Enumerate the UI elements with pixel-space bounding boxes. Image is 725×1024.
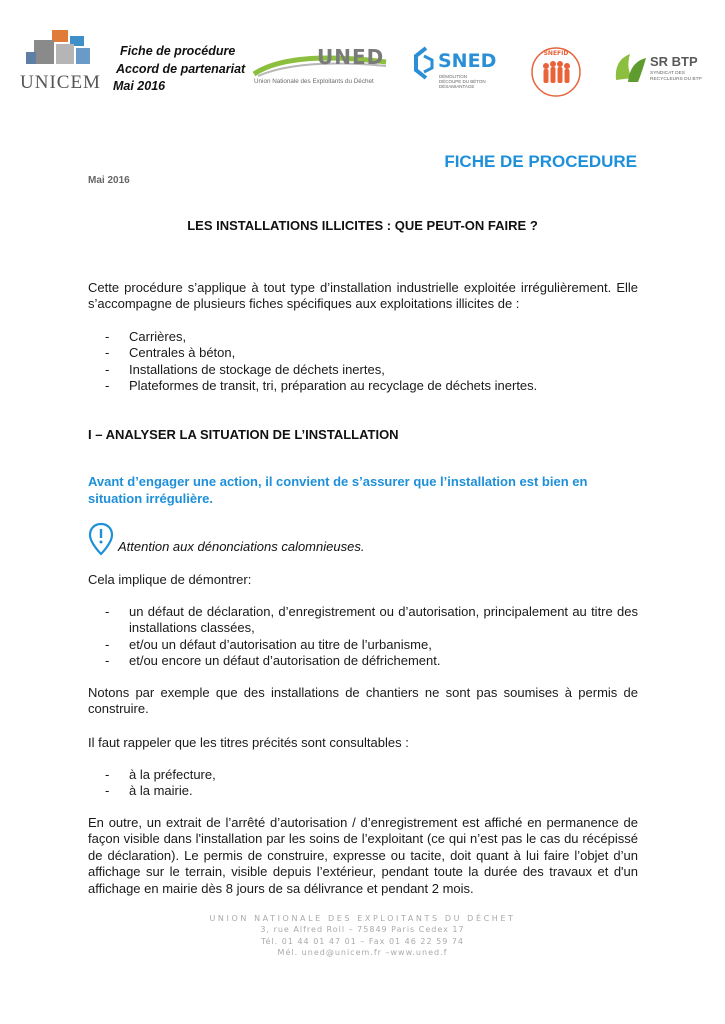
attention-note	[88, 522, 588, 556]
list-item: - Plateformes de transit, tri, préparation au recyclage de déchets inertes.	[105, 378, 538, 394]
list-item-text: à la préfecture,	[129, 767, 216, 782]
list-item: - et/ou encore un défaut d’autorisation de défrichement.	[105, 653, 441, 669]
location-pin-icon	[88, 522, 114, 556]
list-item-text: et/ou encore un défaut d’autorisation de défrichement.	[129, 653, 441, 669]
list-item: - et/ou un défaut d’autorisation au titre de l’urbanisme,	[105, 636, 432, 652]
list-item: - à la préfecture,	[105, 767, 216, 782]
section-heading: I – ANALYSER LA SITUATION DE L’INSTALLATION	[88, 427, 399, 442]
main-heading: LES INSTALLATIONS ILLICITES : QUE PEUT-ON FAIRE ?	[187, 218, 538, 233]
list-item-text: à la mairie.	[129, 783, 193, 799]
header-note-line: Fiche de procédure	[120, 44, 236, 58]
uned-logo-subtitle: Union Nationale des Exploitants du Déchet	[254, 78, 374, 85]
srbtp-logo	[612, 50, 722, 90]
srbtp-sub-line: SYNDICAT DES	[650, 71, 686, 76]
srbtp-logo-subtitle	[650, 71, 702, 82]
footer-address: 3, rue Alfred Roll – 75849 Paris Cedex 17	[260, 925, 465, 935]
list-item: - un défaut de déclaration, d’enregistrement ou d’autorisation, principalement au titre des installations classées,	[105, 604, 638, 636]
sned-logo	[412, 44, 512, 94]
sned-sub-line: DÉCOUPE DU BÉTON	[439, 79, 486, 85]
example-paragraph: Notons par exemple que des installations de chantiers ne sont pas soumises à permis de construire.	[88, 685, 638, 717]
snefid-logo	[528, 46, 584, 98]
sned-mark-icon	[412, 46, 436, 80]
header-note-line: Mai 2016	[113, 79, 166, 93]
places-list	[88, 767, 638, 800]
list-item-text: Plateformes de transit, tri, préparation au recyclage de déchets inertes.	[129, 378, 538, 394]
recall-paragraph: Il faut rappeler que les titres précités sont consultables :	[88, 735, 409, 750]
list-item: - Carrières,	[105, 329, 187, 344]
snefid-people-icon	[528, 46, 584, 98]
list-item-text: Centrales à béton,	[129, 345, 236, 361]
srbtp-leaf-icon	[612, 50, 648, 86]
sned-sub-line: DÉSAMIANTAGE	[439, 84, 475, 90]
implies-paragraph: Cela implique de démontrer:	[88, 572, 252, 587]
footer-contact: Mél. uned@unicem.fr –www.uned.f	[277, 947, 448, 957]
uned-logo	[250, 44, 390, 90]
unicem-squares-icon	[26, 30, 96, 68]
unicem-logo-text: UNICEM	[20, 72, 101, 93]
header-note-line: Accord de partenariat	[116, 61, 246, 76]
sned-sub-line: DÉMOLITION	[439, 74, 468, 79]
list-item-text: un défaut de déclaration, d’enregistrement ou d’autorisation, principalement au titre des installations classées,	[129, 604, 638, 636]
srbtp-logo-text: SR BTP	[650, 54, 698, 69]
list-item: - Installations de stockage de déchets inertes,	[105, 361, 385, 377]
footer	[0, 913, 725, 958]
footer-phone: Tél. 01 44 01 47 01 – Fax 01 46 22 59 74	[260, 936, 465, 946]
page-title: FICHE DE PROCEDURE	[444, 152, 637, 171]
srbtp-sub-line: RECYCLEURS DU BTP	[650, 76, 702, 82]
intro-list	[88, 329, 638, 395]
sned-logo-text: SNED	[438, 50, 497, 72]
list-item-text: et/ou un défaut d’autorisation au titre de l’urbanisme,	[129, 636, 432, 652]
header	[0, 0, 725, 120]
list-item: - Centrales à béton,	[105, 345, 236, 361]
snefid-logo-text: SNEFID	[543, 50, 569, 57]
list-item-text: Carrières,	[129, 329, 187, 344]
attention-text: Attention aux dénonciations calomnieuses.	[118, 539, 365, 554]
demonstrate-list	[88, 604, 638, 670]
unicem-logo	[14, 30, 106, 102]
header-note	[113, 43, 245, 96]
list-item: - à la mairie.	[105, 783, 193, 799]
uned-logo-text: UNED	[317, 45, 385, 69]
sned-logo-subtitle	[439, 74, 486, 90]
list-item-text: Installations de stockage de déchets inertes,	[129, 361, 385, 377]
footer-org: UNION NATIONALE DES EXPLOITANTS DU DÉCHET	[209, 914, 516, 923]
document-date: Mai 2016	[88, 175, 130, 186]
highlight-paragraph: Avant d’engager une action, il convient de s’assurer que l’installation est bien en situation irrégulière.	[88, 474, 588, 506]
final-paragraph: En outre, un extrait de l’arrêté d’autorisation / d’enregistrement est affiché en permanence de façon visible dans l'installation par les soins de l’exploitant (ce qui n’est pas le cas du récépissé de déclaration). Le permis de construire, expresse ou tacite, doit quant à lui faire l’objet d’un affichage sur le terrain, visible depuis l’extérieur, pendant toute la durée des travaux et d'un affichage en mairie dès 8 jours de sa délivrance et pendant 2 mois.	[88, 815, 638, 896]
intro-paragraph: Cette procédure s’applique à tout type d’installation industrielle exploitée irrégulièrement. Elle s’accompagne de plusieurs fiches spécifiques aux exploitations illicites de :	[88, 280, 638, 312]
